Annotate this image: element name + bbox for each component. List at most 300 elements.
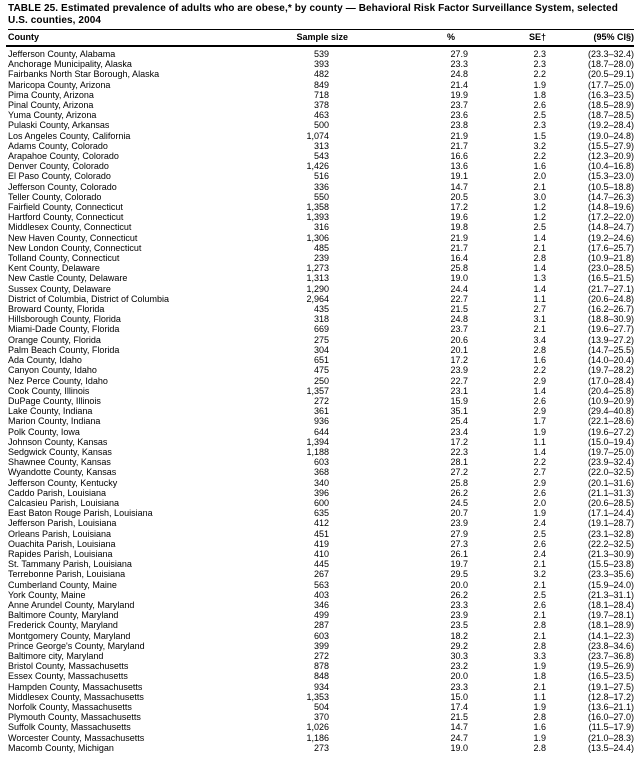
percent-cell: 23.9 bbox=[450, 365, 468, 376]
table-row bbox=[6, 498, 634, 508]
county-cell: Pima County, Arizona bbox=[8, 89, 94, 100]
sample-size-cell: 1,313 bbox=[306, 273, 329, 284]
sample-size-cell: 1,188 bbox=[306, 446, 329, 457]
sample-size-cell: 273 bbox=[313, 742, 329, 753]
se-cell: 2.8 bbox=[533, 640, 546, 651]
percent-cell: 16.4 bbox=[450, 253, 468, 264]
percent-cell: 19.7 bbox=[450, 559, 468, 570]
table-title: TABLE 25. Estimated prevalence of adults who are obese,* by county — Behavioral Risk Factor Surveillance System, selected U.S. counties, 2004 bbox=[8, 3, 634, 30]
ci-cell: (20.5–29.1) bbox=[587, 69, 634, 80]
sample-size-cell: 304 bbox=[313, 344, 329, 355]
county-cell: Plymouth County, Massachusetts bbox=[8, 712, 141, 723]
table-row bbox=[6, 253, 634, 263]
se-cell: 2.8 bbox=[533, 253, 546, 264]
percent-cell: 23.3 bbox=[450, 599, 468, 610]
table-row bbox=[6, 355, 634, 365]
percent-cell: 27.3 bbox=[450, 538, 468, 549]
ci-cell: (10.4–16.8) bbox=[587, 161, 634, 172]
county-cell: Jefferson County, Alabama bbox=[8, 49, 116, 59]
percent-cell: 28.1 bbox=[450, 457, 468, 468]
percent-cell: 17.4 bbox=[450, 702, 468, 712]
se-cell: 2.1 bbox=[533, 181, 546, 192]
sample-size-cell: 403 bbox=[313, 589, 329, 600]
sample-size-cell: 2,964 bbox=[306, 293, 329, 304]
percent-cell: 24.8 bbox=[450, 69, 468, 80]
ci-cell: (19.1–28.7) bbox=[587, 518, 634, 529]
ci-cell: (20.4–25.8) bbox=[587, 385, 634, 396]
table-row bbox=[6, 182, 634, 192]
se-cell: 1.4 bbox=[533, 446, 546, 457]
ci-cell: (21.1–31.3) bbox=[587, 487, 634, 498]
se-cell: 2.2 bbox=[533, 151, 546, 162]
sample-size-cell: 635 bbox=[313, 508, 329, 519]
percent-cell: 20.5 bbox=[450, 191, 468, 202]
table-row bbox=[6, 590, 634, 600]
table-row bbox=[6, 478, 634, 488]
county-cell: Arapahoe County, Colorado bbox=[8, 151, 119, 162]
se-cell: 2.9 bbox=[533, 375, 546, 386]
sample-size-cell: 313 bbox=[313, 140, 329, 151]
county-cell: Johnson County, Kansas bbox=[8, 436, 108, 447]
se-cell: 3.0 bbox=[533, 191, 546, 202]
table-row bbox=[6, 386, 634, 396]
county-cell: Canyon County, Idaho bbox=[8, 365, 97, 376]
se-cell: 1.8 bbox=[533, 671, 546, 682]
table-row bbox=[6, 529, 634, 539]
county-cell: Sedgwick County, Kansas bbox=[8, 446, 112, 457]
ci-cell: (14.1–22.3) bbox=[587, 630, 634, 641]
county-cell: Cumberland County, Maine bbox=[8, 579, 117, 590]
table-row bbox=[6, 508, 634, 518]
ci-cell: (19.6–27.2) bbox=[587, 426, 634, 437]
se-cell: 2.1 bbox=[533, 324, 546, 335]
ci-cell: (16.5–23.5) bbox=[587, 671, 634, 682]
ci-cell: (18.8–30.9) bbox=[587, 314, 634, 325]
sample-size-cell: 346 bbox=[313, 599, 329, 610]
county-cell: Middlesex County, Connecticut bbox=[8, 222, 132, 233]
table-row bbox=[6, 600, 634, 610]
sample-size-cell: 539 bbox=[313, 49, 329, 59]
se-cell: 2.1 bbox=[533, 630, 546, 641]
sample-size-cell: 1,186 bbox=[306, 732, 329, 743]
table-row bbox=[6, 294, 634, 304]
sample-size-cell: 239 bbox=[313, 253, 329, 264]
sample-size-cell: 412 bbox=[313, 518, 329, 529]
percent-cell: 13.6 bbox=[450, 161, 468, 172]
sample-size-cell: 393 bbox=[313, 59, 329, 70]
table-row bbox=[6, 263, 634, 273]
se-cell: 2.5 bbox=[533, 589, 546, 600]
ci-cell: (21.3–30.9) bbox=[587, 548, 634, 559]
county-cell: Ouachita Parish, Louisiana bbox=[8, 538, 116, 549]
col-header-se: SE† bbox=[468, 30, 546, 46]
county-cell: Kent County, Delaware bbox=[8, 263, 100, 274]
ci-cell: (14.8–19.6) bbox=[587, 202, 634, 213]
ci-cell: (16.2–26.7) bbox=[587, 304, 634, 315]
percent-cell: 23.9 bbox=[450, 610, 468, 621]
sample-size-cell: 287 bbox=[313, 620, 329, 631]
se-cell: 1.6 bbox=[533, 722, 546, 733]
sample-size-cell: 718 bbox=[313, 89, 329, 100]
ci-cell: (21.3–31.1) bbox=[587, 589, 634, 600]
percent-cell: 20.1 bbox=[450, 344, 468, 355]
ci-cell: (19.2–28.4) bbox=[587, 120, 634, 131]
percent-cell: 20.0 bbox=[450, 579, 468, 590]
se-cell: 1.9 bbox=[533, 732, 546, 743]
table-row bbox=[6, 100, 634, 110]
table-row bbox=[6, 90, 634, 100]
percent-cell: 23.7 bbox=[450, 100, 468, 111]
percent-cell: 24.4 bbox=[450, 283, 468, 294]
county-cell: Hillsborough County, Florida bbox=[8, 314, 121, 325]
ci-cell: (19.7–25.0) bbox=[587, 446, 634, 457]
county-cell: Pinal County, Arizona bbox=[8, 100, 94, 111]
se-cell: 2.1 bbox=[533, 579, 546, 590]
table-row bbox=[6, 437, 634, 447]
ci-cell: (17.1–24.4) bbox=[587, 508, 634, 519]
percent-cell: 14.7 bbox=[450, 722, 468, 733]
table-row bbox=[6, 284, 634, 294]
se-cell: 2.7 bbox=[533, 304, 546, 315]
sample-size-cell: 516 bbox=[313, 171, 329, 182]
se-cell: 2.4 bbox=[533, 548, 546, 559]
se-cell: 2.0 bbox=[533, 497, 546, 508]
sample-size-cell: 644 bbox=[313, 426, 329, 437]
ci-cell: (18.1–28.9) bbox=[587, 620, 634, 631]
county-cell: Jefferson County, Colorado bbox=[8, 181, 117, 192]
percent-cell: 21.7 bbox=[450, 140, 468, 151]
se-cell: 1.4 bbox=[533, 385, 546, 396]
sample-size-cell: 482 bbox=[313, 69, 329, 80]
table-row bbox=[6, 641, 634, 651]
ci-cell: (10.9–21.8) bbox=[587, 253, 634, 264]
se-cell: 2.5 bbox=[533, 528, 546, 539]
table-row bbox=[6, 518, 634, 528]
se-cell: 1.2 bbox=[533, 212, 546, 223]
ci-cell: (13.6–21.1) bbox=[587, 702, 634, 712]
sample-size-cell: 1,074 bbox=[306, 130, 329, 141]
table-row bbox=[6, 192, 634, 202]
county-cell: Los Angeles County, California bbox=[8, 130, 131, 141]
percent-cell: 23.7 bbox=[450, 324, 468, 335]
se-cell: 2.0 bbox=[533, 171, 546, 182]
table-row bbox=[6, 120, 634, 130]
se-cell: 2.5 bbox=[533, 110, 546, 121]
ci-cell: (20.1–31.6) bbox=[587, 477, 634, 488]
table-row bbox=[6, 80, 634, 90]
table-header-row bbox=[6, 30, 634, 46]
table-row bbox=[6, 335, 634, 345]
county-cell: Montgomery County, Maryland bbox=[8, 630, 131, 641]
table-row bbox=[6, 488, 634, 498]
sample-size-cell: 1,394 bbox=[306, 436, 329, 447]
sample-size-cell: 500 bbox=[313, 120, 329, 131]
sample-size-cell: 419 bbox=[313, 538, 329, 549]
percent-cell: 19.0 bbox=[450, 742, 468, 753]
se-cell: 2.6 bbox=[533, 395, 546, 406]
se-cell: 2.6 bbox=[533, 599, 546, 610]
county-cell: Baltimore County, Maryland bbox=[8, 610, 119, 621]
se-cell: 2.6 bbox=[533, 100, 546, 111]
ci-cell: (19.7–28.2) bbox=[587, 365, 634, 376]
county-cell: St. Tammany Parish, Louisiana bbox=[8, 559, 132, 570]
se-cell: 3.4 bbox=[533, 334, 546, 345]
sample-size-cell: 669 bbox=[313, 324, 329, 335]
table-row bbox=[6, 692, 634, 702]
county-cell: Frederick County, Maryland bbox=[8, 620, 118, 631]
county-cell: Orleans Parish, Louisiana bbox=[8, 528, 112, 539]
se-cell: 1.9 bbox=[533, 79, 546, 90]
ci-cell: (15.3–23.0) bbox=[587, 171, 634, 182]
county-cell: Hampden County, Massachusetts bbox=[8, 681, 143, 692]
se-cell: 1.9 bbox=[533, 508, 546, 519]
county-cell: Jefferson Parish, Louisiana bbox=[8, 518, 117, 529]
county-cell: Bristol County, Massachusetts bbox=[8, 661, 129, 672]
ci-cell: (18.5–28.9) bbox=[587, 100, 634, 111]
se-cell: 1.4 bbox=[533, 232, 546, 243]
sample-size-cell: 378 bbox=[313, 100, 329, 111]
sample-size-cell: 504 bbox=[313, 702, 329, 712]
percent-cell: 16.6 bbox=[450, 151, 468, 162]
county-cell: Essex County, Massachusetts bbox=[8, 671, 128, 682]
table-row bbox=[6, 324, 634, 334]
prevalence-table bbox=[6, 30, 634, 753]
county-cell: Nez Perce County, Idaho bbox=[8, 375, 108, 386]
sample-size-cell: 499 bbox=[313, 610, 329, 621]
sample-size-cell: 435 bbox=[313, 304, 329, 315]
se-cell: 1.4 bbox=[533, 263, 546, 274]
se-cell: 2.8 bbox=[533, 620, 546, 631]
percent-cell: 14.7 bbox=[450, 181, 468, 192]
table-row bbox=[6, 243, 634, 253]
ci-cell: (22.0–32.5) bbox=[587, 467, 634, 478]
percent-cell: 19.8 bbox=[450, 222, 468, 233]
county-cell: Teller County, Colorado bbox=[8, 191, 102, 202]
table-row bbox=[6, 304, 634, 314]
ci-cell: (18.1–28.4) bbox=[587, 599, 634, 610]
sample-size-cell: 1,026 bbox=[306, 722, 329, 733]
sample-size-cell: 1,426 bbox=[306, 161, 329, 172]
table-row bbox=[6, 620, 634, 630]
se-cell: 2.8 bbox=[533, 712, 546, 723]
ci-cell: (23.0–28.5) bbox=[587, 263, 634, 274]
ci-cell: (12.8–17.2) bbox=[587, 691, 634, 702]
table-row bbox=[6, 549, 634, 559]
percent-cell: 17.2 bbox=[450, 202, 468, 213]
county-cell: Caddo Parish, Louisiana bbox=[8, 487, 107, 498]
ci-cell: (23.8–34.6) bbox=[587, 640, 634, 651]
sample-size-cell: 318 bbox=[313, 314, 329, 325]
table-row bbox=[6, 671, 634, 681]
se-cell: 2.8 bbox=[533, 344, 546, 355]
se-cell: 2.8 bbox=[533, 742, 546, 753]
sample-size-cell: 250 bbox=[313, 375, 329, 386]
se-cell: 2.1 bbox=[533, 610, 546, 621]
ci-cell: (12.3–20.9) bbox=[587, 151, 634, 162]
county-cell: Anne Arundel County, Maryland bbox=[8, 599, 135, 610]
ci-cell: (18.7–28.5) bbox=[587, 110, 634, 121]
county-cell: Denver County, Colorado bbox=[8, 161, 109, 172]
percent-cell: 20.7 bbox=[450, 508, 468, 519]
county-cell: Anchorage Municipality, Alaska bbox=[8, 59, 132, 70]
se-cell: 1.2 bbox=[533, 202, 546, 213]
ci-cell: (14.8–24.7) bbox=[587, 222, 634, 233]
se-cell: 2.1 bbox=[533, 242, 546, 253]
percent-cell: 27.9 bbox=[450, 528, 468, 539]
county-cell: Yuma County, Arizona bbox=[8, 110, 97, 121]
ci-cell: (19.0–24.8) bbox=[587, 130, 634, 141]
county-cell: Broward County, Florida bbox=[8, 304, 105, 315]
se-cell: 1.9 bbox=[533, 661, 546, 672]
ci-cell: (17.6–25.7) bbox=[587, 242, 634, 253]
county-cell: Palm Beach County, Florida bbox=[8, 344, 120, 355]
table-row bbox=[6, 539, 634, 549]
county-cell: Prince George's County, Maryland bbox=[8, 640, 145, 651]
county-cell: Wyandotte County, Kansas bbox=[8, 467, 117, 478]
se-cell: 2.6 bbox=[533, 538, 546, 549]
percent-cell: 23.1 bbox=[450, 385, 468, 396]
se-cell: 1.7 bbox=[533, 416, 546, 427]
sample-size-cell: 316 bbox=[313, 222, 329, 233]
percent-cell: 17.2 bbox=[450, 355, 468, 366]
sample-size-cell: 361 bbox=[313, 406, 329, 417]
percent-cell: 24.8 bbox=[450, 314, 468, 325]
table-row bbox=[6, 427, 634, 437]
se-cell: 1.5 bbox=[533, 130, 546, 141]
county-cell: Pulaski County, Arkansas bbox=[8, 120, 110, 131]
county-cell: Suffolk County, Massachusetts bbox=[8, 722, 131, 733]
county-cell: Fairfield County, Connecticut bbox=[8, 202, 123, 213]
sample-size-cell: 267 bbox=[313, 569, 329, 580]
percent-cell: 15.0 bbox=[450, 691, 468, 702]
ci-cell: (14.0–20.4) bbox=[587, 355, 634, 366]
sample-size-cell: 878 bbox=[313, 661, 329, 672]
percent-cell: 26.1 bbox=[450, 548, 468, 559]
se-cell: 3.1 bbox=[533, 314, 546, 325]
sample-size-cell: 272 bbox=[313, 650, 329, 661]
sample-size-cell: 936 bbox=[313, 416, 329, 427]
se-cell: 2.9 bbox=[533, 477, 546, 488]
se-cell: 2.1 bbox=[533, 559, 546, 570]
table-row bbox=[6, 651, 634, 661]
percent-cell: 22.7 bbox=[450, 293, 468, 304]
percent-cell: 24.7 bbox=[450, 732, 468, 743]
ci-cell: (22.2–32.5) bbox=[587, 538, 634, 549]
sample-size-cell: 934 bbox=[313, 681, 329, 692]
se-cell: 2.1 bbox=[533, 681, 546, 692]
se-cell: 2.2 bbox=[533, 457, 546, 468]
table-row bbox=[6, 46, 634, 59]
table-row bbox=[6, 743, 634, 753]
ci-cell: (23.3–35.6) bbox=[587, 569, 634, 580]
se-cell: 3.3 bbox=[533, 650, 546, 661]
county-cell: Polk County, Iowa bbox=[8, 426, 80, 437]
sample-size-cell: 1,358 bbox=[306, 202, 329, 213]
se-cell: 1.6 bbox=[533, 161, 546, 172]
percent-cell: 23.2 bbox=[450, 661, 468, 672]
se-cell: 2.2 bbox=[533, 365, 546, 376]
percent-cell: 26.2 bbox=[450, 589, 468, 600]
se-cell: 2.5 bbox=[533, 222, 546, 233]
percent-cell: 15.9 bbox=[450, 395, 468, 406]
county-cell: El Paso County, Colorado bbox=[8, 171, 111, 182]
ci-cell: (19.2–24.6) bbox=[587, 232, 634, 243]
ci-cell: (17.7–25.0) bbox=[587, 79, 634, 90]
county-cell: Marion County, Indiana bbox=[8, 416, 101, 427]
col-header-sample-size: Sample size bbox=[258, 30, 348, 46]
table-row bbox=[6, 69, 634, 79]
county-cell: Sussex County, Delaware bbox=[8, 283, 111, 294]
percent-cell: 20.6 bbox=[450, 334, 468, 345]
county-cell: Rapides Parish, Louisiana bbox=[8, 548, 113, 559]
county-cell: Miami-Dade County, Florida bbox=[8, 324, 120, 335]
percent-cell: 18.2 bbox=[450, 630, 468, 641]
sample-size-cell: 336 bbox=[313, 181, 329, 192]
ci-cell: (21.7–27.1) bbox=[587, 283, 634, 294]
table-row bbox=[6, 233, 634, 243]
ci-cell: (10.5–18.8) bbox=[587, 181, 634, 192]
percent-cell: 30.3 bbox=[450, 650, 468, 661]
sample-size-cell: 399 bbox=[313, 640, 329, 651]
table-row bbox=[6, 569, 634, 579]
ci-cell: (20.6–24.8) bbox=[587, 293, 634, 304]
percent-cell: 29.2 bbox=[450, 640, 468, 651]
se-cell: 1.4 bbox=[533, 283, 546, 294]
table-row bbox=[6, 682, 634, 692]
table-row bbox=[6, 202, 634, 212]
county-cell: Middlesex County, Massachusetts bbox=[8, 691, 144, 702]
ci-cell: (14.7–26.3) bbox=[587, 191, 634, 202]
county-cell: Lake County, Indiana bbox=[8, 406, 93, 417]
ci-cell: (13.5–24.4) bbox=[587, 742, 634, 753]
ci-cell: (16.3–23.5) bbox=[587, 89, 634, 100]
se-cell: 2.6 bbox=[533, 487, 546, 498]
table-row bbox=[6, 171, 634, 181]
se-cell: 1.9 bbox=[533, 702, 546, 712]
ci-cell: (29.4–40.8) bbox=[587, 406, 634, 417]
ci-cell: (17.0–28.4) bbox=[587, 375, 634, 386]
table-row bbox=[6, 467, 634, 477]
ci-cell: (23.1–32.8) bbox=[587, 528, 634, 539]
county-cell: Terrebonne Parish, Louisiana bbox=[8, 569, 126, 580]
ci-cell: (15.0–19.4) bbox=[587, 436, 634, 447]
sample-size-cell: 1,353 bbox=[306, 691, 329, 702]
table-row bbox=[6, 610, 634, 620]
table-row bbox=[6, 365, 634, 375]
county-cell: Maricopa County, Arizona bbox=[8, 79, 111, 90]
ci-cell: (19.5–26.9) bbox=[587, 661, 634, 672]
percent-cell: 22.7 bbox=[450, 375, 468, 386]
county-cell: Norfolk County, Massachusetts bbox=[8, 702, 132, 712]
table-row bbox=[6, 396, 634, 406]
table-row bbox=[6, 559, 634, 569]
se-cell: 2.3 bbox=[533, 49, 546, 59]
sample-size-cell: 1,306 bbox=[306, 232, 329, 243]
percent-cell: 19.6 bbox=[450, 212, 468, 223]
percent-cell: 29.5 bbox=[450, 569, 468, 580]
county-cell: Jefferson County, Kentucky bbox=[8, 477, 118, 488]
sample-size-cell: 445 bbox=[313, 559, 329, 570]
percent-cell: 25.8 bbox=[450, 477, 468, 488]
sample-size-cell: 603 bbox=[313, 457, 329, 468]
percent-cell: 23.3 bbox=[450, 681, 468, 692]
table-row bbox=[6, 222, 634, 232]
percent-cell: 24.5 bbox=[450, 497, 468, 508]
table-body bbox=[6, 46, 634, 753]
sample-size-cell: 340 bbox=[313, 477, 329, 488]
table-row bbox=[6, 722, 634, 732]
sample-size-cell: 396 bbox=[313, 487, 329, 498]
